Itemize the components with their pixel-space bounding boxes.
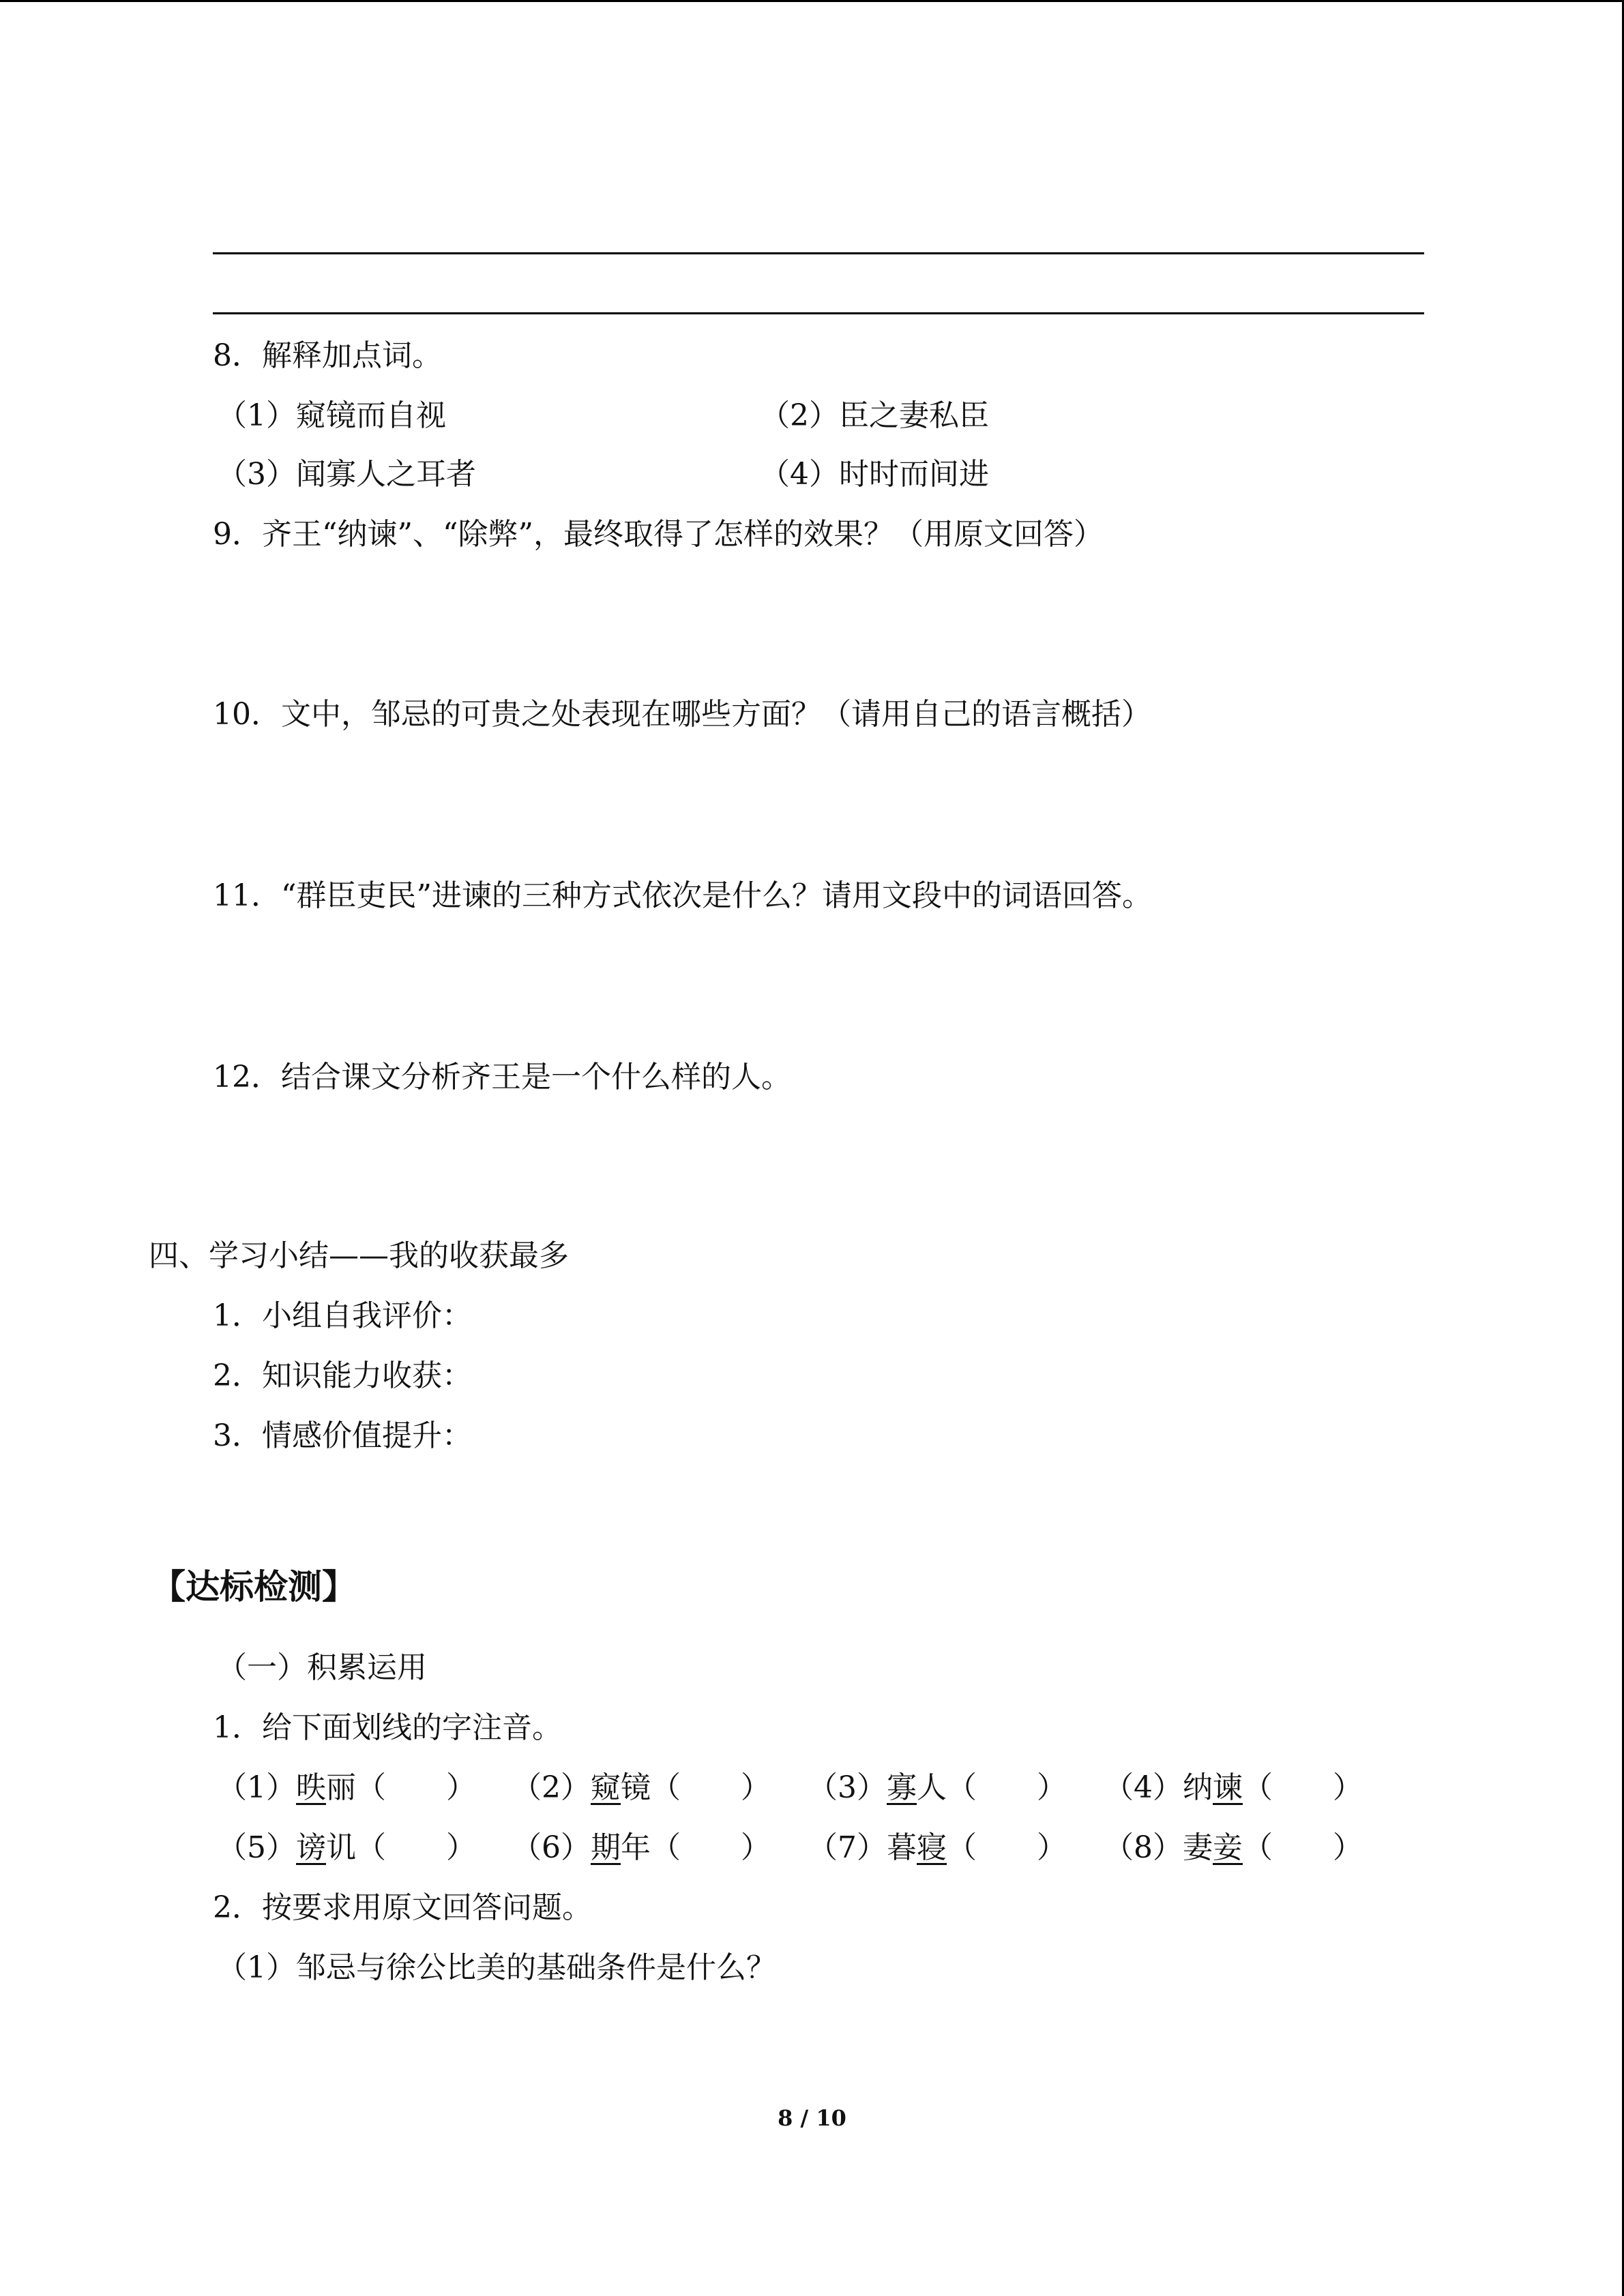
test-q1: 1．给下面划线的字注音。 <box>213 1710 562 1745</box>
q12-text: 12．结合课文分析齐王是一个什么样的人。 <box>213 1060 791 1094</box>
q8-item-1: （1）窥镜而自视 <box>217 398 446 433</box>
q11-text: 11．“群臣吏民”进谏的三种方式依次是什么？请用文段中的词语回答。 <box>213 878 1152 913</box>
pinyin-item-4: （4）纳谏（ ） <box>1104 1770 1363 1805</box>
q8-item-4: （4）时时而间进 <box>760 457 989 492</box>
pinyin-item-8: （8）妻妾（ ） <box>1104 1830 1363 1865</box>
summary-title: 四、学习小结——我的收获最多 <box>149 1238 569 1273</box>
summary-item-3: 3．情感价值提升： <box>213 1418 472 1453</box>
pinyin-item-2: （2）窥镜（ ） <box>512 1770 771 1805</box>
q8-item-2: （2）臣之妻私臣 <box>760 398 989 433</box>
test-heading: 【达标检测】 <box>151 1567 356 1607</box>
pinyin-item-1: （1）昳丽（ ） <box>217 1770 476 1805</box>
summary-item-1: 1．小组自我评价： <box>213 1298 472 1333</box>
summary-item-2: 2．知识能力收获： <box>213 1358 472 1393</box>
answer-line-2 <box>213 312 1424 314</box>
page-number: 8 / 10 <box>778 2105 846 2131</box>
answer-line-1 <box>213 252 1424 254</box>
test-q2-1: （1）邹忌与徐公比美的基础条件是什么？ <box>217 1950 776 1985</box>
pinyin-item-5: （5）谤讥（ ） <box>217 1830 476 1865</box>
pinyin-item-7: （7）暮寝（ ） <box>808 1830 1067 1865</box>
test-section-1: （一）积累运用 <box>217 1650 427 1685</box>
page-top-border <box>0 0 1624 2</box>
test-q2: 2．按要求用原文回答问题。 <box>213 1890 592 1925</box>
q8-stem: 8．解释加点词。 <box>213 338 442 373</box>
q10-text: 10．文中，邹忌的可贵之处表现在哪些方面？（请用自己的语言概括） <box>213 697 1151 732</box>
pinyin-item-3: （3）寡人（ ） <box>808 1770 1067 1805</box>
q9-text: 9．齐王“纳谏”、“除弊”，最终取得了怎样的效果？（用原文回答） <box>213 517 1104 552</box>
pinyin-item-6: （6）期年（ ） <box>512 1830 771 1865</box>
q8-item-3: （3）闻寡人之耳者 <box>217 457 476 492</box>
